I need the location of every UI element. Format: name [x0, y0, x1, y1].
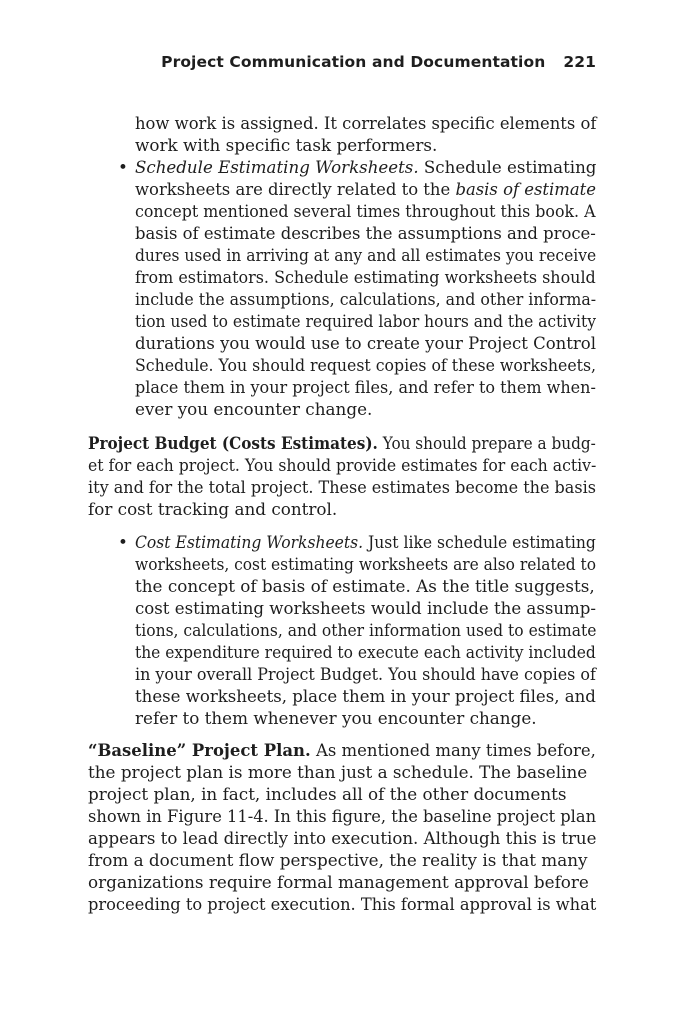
text-run: Schedule estimating: [418, 157, 597, 177]
text-line: work with specific task performers.: [135, 135, 438, 155]
text-line: basis of estimate describes the assumptions and proce-: [135, 223, 596, 243]
text-line: from estimators. Schedule estimating worksheets should: [135, 267, 596, 287]
text-line: Schedule. You should request copies of these worksheets,: [135, 355, 597, 375]
text-line: include the assumptions, calculations, and other informa-: [135, 289, 597, 309]
text-line: ever you encounter change.: [135, 399, 373, 419]
text-line: these worksheets, place them in your project files, and: [135, 686, 596, 706]
text-line: [135, 178, 596, 200]
text-line: [88, 432, 596, 454]
text-line: [135, 156, 596, 178]
text-line: tions, calculations, and other information used to estimate: [135, 620, 597, 640]
text-run: Just like schedule estimating: [363, 532, 596, 552]
text-line: appears to lead directly into execution. Although this is true: [88, 828, 597, 848]
text-line: dures used in arriving at any and all estimates you receive: [135, 245, 597, 265]
page-number: 221: [563, 53, 596, 71]
text-line: worksheets, cost estimating worksheets are also related to: [135, 554, 596, 574]
running-head: [88, 53, 596, 71]
emphasis-term: basis of estimate: [455, 179, 596, 199]
text-line: proceeding to project execution. This formal approval is what: [88, 894, 597, 914]
text-line: concept mentioned several times throughout this book. A: [135, 201, 596, 221]
text-line: in your overall Project Budget. You should have copies of: [135, 664, 596, 684]
text-line: cost estimating worksheets would include the assump-: [135, 598, 597, 618]
text-line: [88, 739, 596, 761]
chapter-title: Project Communication and Documentation: [161, 53, 546, 71]
text-line: the project plan is more than just a schedule. The baseline: [88, 762, 588, 782]
text-line: for cost tracking and control.: [88, 499, 338, 519]
text-line: shown in Figure 11-4. In this figure, the baseline project plan: [88, 806, 597, 826]
text-line: ity and for the total project. These estimates become the basis: [88, 477, 596, 497]
text-line: durations you would use to create your Project Control: [135, 333, 596, 353]
bullet-term: Cost Estimating Worksheets.: [135, 532, 364, 552]
text-line: how work is assigned. It correlates specific elements of: [135, 113, 597, 133]
bullet-marker: •: [118, 157, 128, 177]
text-line: from a document flow perspective, the reality is that many: [88, 850, 588, 870]
run-in-heading: Project Budget (Costs Estimates).: [88, 433, 378, 453]
text-line: place them in your project files, and refer to them when-: [135, 377, 596, 397]
text-line: the expenditure required to execute each activity included: [135, 642, 596, 662]
text-line: organizations require formal management approval before: [88, 872, 589, 892]
text-line: the concept of basis of estimate. As the title suggests,: [135, 576, 595, 596]
bullet-term: Schedule Estimating Worksheets.: [135, 157, 419, 177]
run-in-heading: “Baseline” Project Plan.: [88, 740, 311, 760]
text-line: et for each project. You should provide estimates for each activ-: [88, 455, 597, 475]
text-run: worksheets are directly related to the: [135, 179, 456, 199]
text-run: As mentioned many times before,: [310, 740, 596, 760]
text-line: project plan, in fact, includes all of the other documents: [88, 784, 567, 804]
bullet-marker: •: [118, 532, 128, 552]
text-line: refer to them whenever you encounter change.: [135, 708, 537, 728]
text-run: You should prepare a budg-: [377, 433, 596, 453]
text-line: [135, 531, 596, 553]
text-line: tion used to estimate required labor hours and the activity: [135, 311, 596, 331]
